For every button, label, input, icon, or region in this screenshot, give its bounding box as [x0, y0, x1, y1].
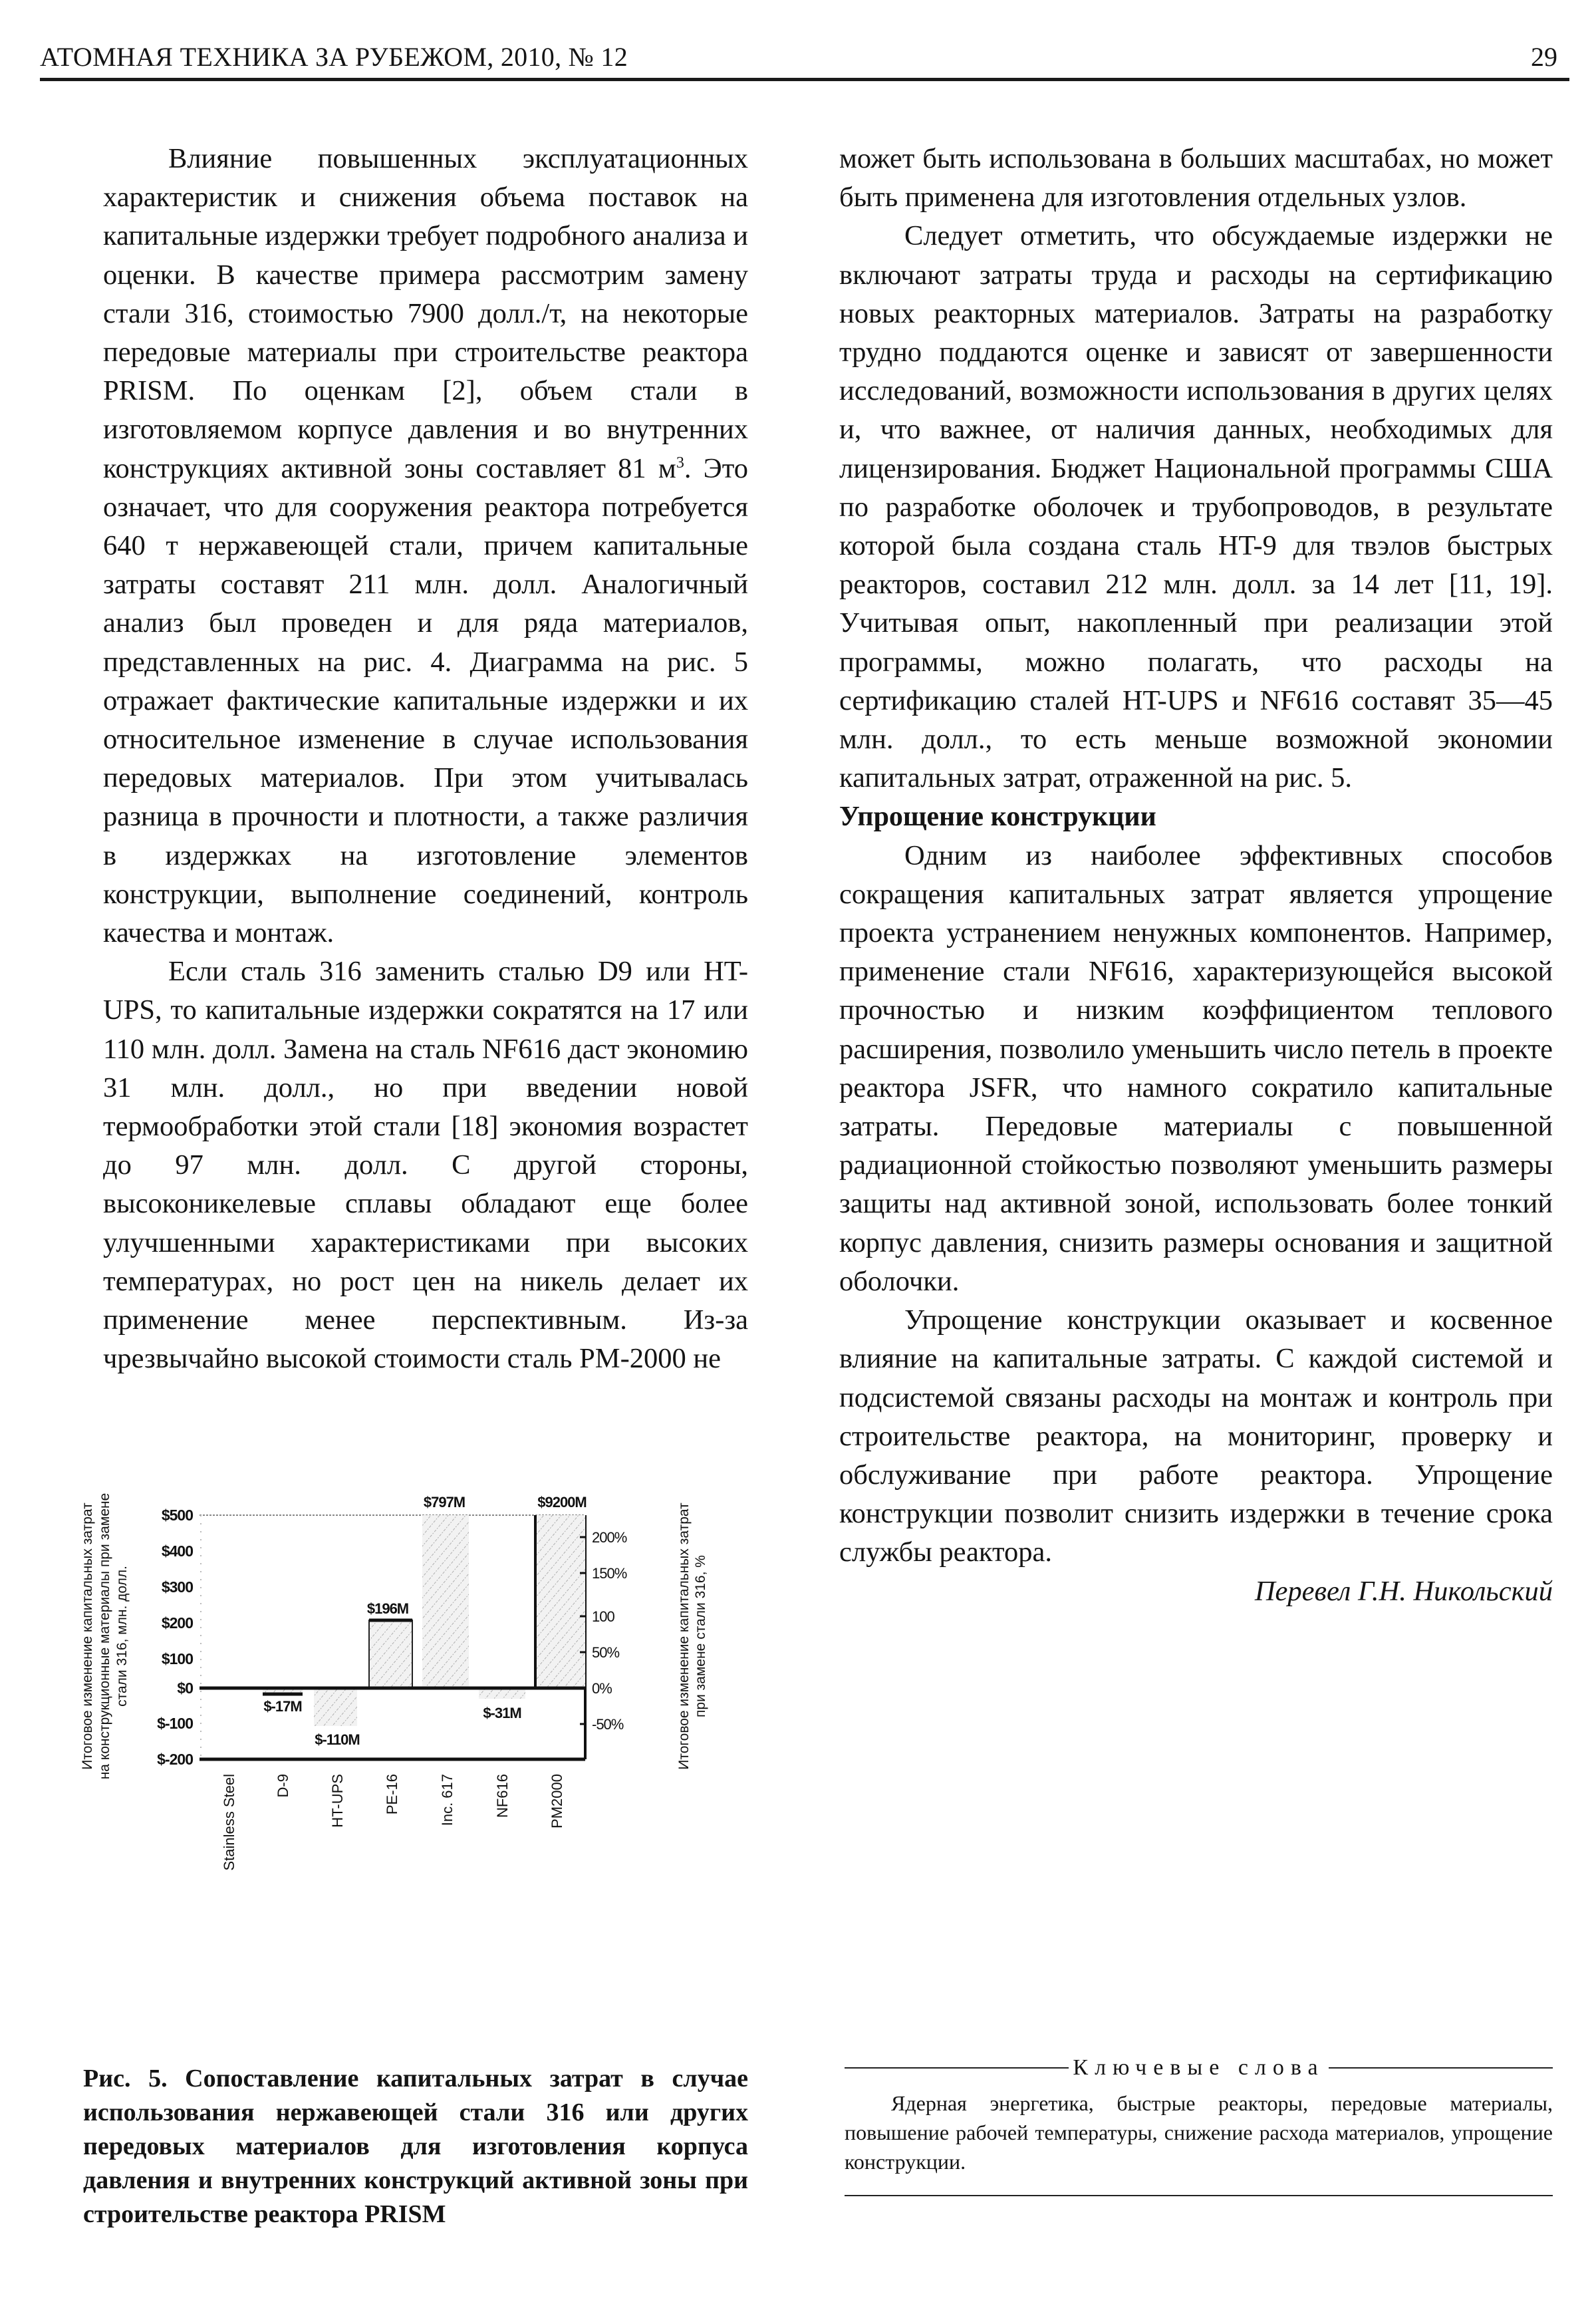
figure-caption: Рис. 5. Сопоставление капитальных затрат в случае использования нержавеющей стали 316 или других передовых материалов для изготовления корпуса давления и внутренних конструкций активной зоны при строительстве реактора PRISM: [83, 2065, 748, 2228]
keywords-title-row: [845, 2055, 1553, 2081]
paragraph-continued: может быть использована в больших масштабах, но может быть применена для изготовления отдельных узлов.: [839, 143, 1553, 214]
paragraph-simplification-1: Одним из наиболее эффективных способов сокращения капитальных затрат является упрощение проекта устранением ненужных компонентов. Например, применение стали NF616, характеризующейся высокой прочностью и низким коэффициентом теплового расширения, позволило уменьшить число петель в проекте реактора JSFR, что намного сократило капитальные затраты. Передовые материалы с повышенной радиационной стойкостью позволяют уменьшить размеры защиты над активной зоной, использовать более тонкий корпус давления, снизить размеры основания и защитной оболочки.: [839, 839, 1553, 1297]
bar-ht-ups: [314, 1688, 357, 1726]
keywords-text: Ядерная энергетика, быстрые реакторы, передовые материалы, повышение рабочей температуры, снижение расхода материалов, упрощение конструкции.: [845, 2091, 1553, 2174]
bar-inc617: [422, 1515, 469, 1688]
paragraph-capital-costs: Влияние повышенных эксплуатационных характеристик и снижения объема поставок на капитальные издержки требует подробного анализа и оценки. В качестве примера рассмотрим замену стали 316, стоимостью 7900 долл./т, на некоторые передовые материалы при строительстве реактора PRISM. По оценкам [2], объем стали в изготовляемом корпусе давления и во внутренних конструкциях активной зоны составляет 81 $м^3$. Это означает, что для сооружения реактора потребуется 640 т нержавеющей стали, причем капитальные затраты составят 211 млн. долл. Аналогичный анализ был проведен и для ряда материалов, представленных на рис. 4. Диаграмма на рис. 5 отражает фактические капитальные издержки и их относительное изменение в случае использования передовых материалов. При этом учитывалась разница в прочности и плотности, а также различия в издержках на изготовление элементов конструкции, выполнение соединений, контроль качества и монтаж.: [103, 143, 749, 949]
ytick-200: $200: [161, 1614, 193, 1632]
page-number: 29: [1531, 42, 1557, 72]
y2tick-200: 200%: [592, 1529, 627, 1546]
keywords-box: [845, 2055, 1553, 2196]
chart-canvas: [66, 1473, 765, 2045]
label-d9: $-17M: [263, 1698, 302, 1715]
y2tick-0: 0%: [592, 1680, 612, 1697]
cat-pe16: PE-16: [384, 1774, 400, 1815]
translator-signature: Перевел Г.Н. Никольский: [1254, 1575, 1553, 1607]
cat-ht-ups: HT-UPS: [329, 1774, 346, 1828]
header-rule: [40, 78, 1569, 81]
bar-pe16: [369, 1620, 412, 1688]
ytick-300: $300: [161, 1578, 193, 1596]
figure-5-bar-chart: [66, 1473, 765, 2045]
label-nf616: $-31M: [483, 1705, 521, 1721]
cat-d9: D-9: [275, 1774, 291, 1798]
y2tick-50: 50%: [592, 1644, 620, 1661]
label-pe16: $196M: [366, 1600, 409, 1617]
y-axis-title-line2: на конструкционные материалы при замене: [97, 1493, 112, 1780]
y2-axis-title-line1: Итоговое изменение капитальных затрат: [676, 1503, 692, 1770]
left-column: [103, 140, 748, 1379]
cat-nf616: NF616: [494, 1774, 511, 1818]
paragraph-simplification-2: Упрощение конструкции оказывает и косвенное влияние на капитальные затраты. С каждой системой и подсистемой связаны расходы на монтаж и контроль при строительстве реактора, на мониторинг, проверку и обслуживание при работе реактора. Упрощение конструкции позволит снизить издержки в течение срока службы реактора.: [839, 1304, 1553, 1568]
cat-stainless-steel: Stainless Steel: [221, 1774, 237, 1871]
label-pm2000: $9200M: [537, 1494, 587, 1511]
keywords-bottom-rule: [845, 2195, 1553, 2196]
section-heading: Упрощение конструкции: [839, 801, 1156, 833]
paragraph-material-substitution: Если сталь 316 заменить сталью D9 или HT-UPS, то капитальные издержки сократятся на 17 или 110 млн. долл. Замена на сталь NF616 даст экономию 31 млн. долл., но при введении новой термообработки этой стали [18] экономия возрастет до 97 млн. долл. С другой стороны, высоконикелевые сплавы обладают еще более улучшенными характеристиками при высоких температурах, но рост цен на никель делает их применение менее перспективным. Из-за чрезвычайно высокой стоимости сталь PM-2000 не: [103, 956, 748, 1375]
keywords-rule-left: [845, 2067, 1069, 2069]
ytick-0: $0: [177, 1679, 193, 1697]
label-ht-ups: $-110M: [315, 1731, 360, 1748]
y-axis-title-line1: Итоговое изменение капитальных затрат: [80, 1503, 95, 1770]
y-axis-title-line3: стали 316, млн. долл.: [114, 1566, 130, 1707]
y2tick-100: 100: [592, 1608, 614, 1625]
bar-pm2000: [535, 1515, 585, 1688]
paragraph-certification-costs: Следует отметить, что обсуждаемые издержки не включают затраты труда и расходы на сертификацию новых реакторных материалов. Затраты на разработку трудно поддаются оценке и зависят от завершенности исследований, возможности использования в других целях и, что важнее, от наличия данных, необходимых для лицензирования. Бюджет Национальной программы США по разработке оболочек и трубопроводов, в результате которой была создана сталь HT-9 для твэлов быстрых реакторов, составил 212 млн. долл. за 14 лет [11, 19]. Учитывая опыт, накопленный при реализации этой программы, можно полагать, что расходы на сертификацию сталей HT-UPS и NF616 составят 35—45 млн. долл., то есть меньше возможной экономии капитальных затрат, отраженной на рис. 5.: [839, 220, 1553, 794]
ytick-400: $400: [161, 1542, 193, 1560]
cat-pm2000: PM2000: [549, 1774, 565, 1828]
ytick-500: $500: [161, 1507, 193, 1524]
keywords-rule-right: [1329, 2067, 1553, 2069]
ytick-neg200: $-200: [157, 1751, 193, 1768]
right-column: [839, 140, 1553, 1611]
y2-axis-title-line2: при замене стали 316, %: [693, 1555, 708, 1717]
keywords-title: Ключевые слова: [1073, 2055, 1325, 2080]
label-inc617: $797M: [423, 1494, 466, 1511]
y2tick-neg50: -50%: [592, 1716, 624, 1733]
journal-title: АТОМНАЯ ТЕХНИКА ЗА РУБЕЖОМ, 2010, № 12: [40, 42, 628, 72]
y2tick-150: 150%: [592, 1565, 627, 1582]
running-header: [40, 41, 1569, 81]
cat-inc617: Inc. 617: [439, 1774, 456, 1826]
ytick-neg100: $-100: [157, 1715, 193, 1732]
ytick-100: $100: [161, 1650, 193, 1667]
